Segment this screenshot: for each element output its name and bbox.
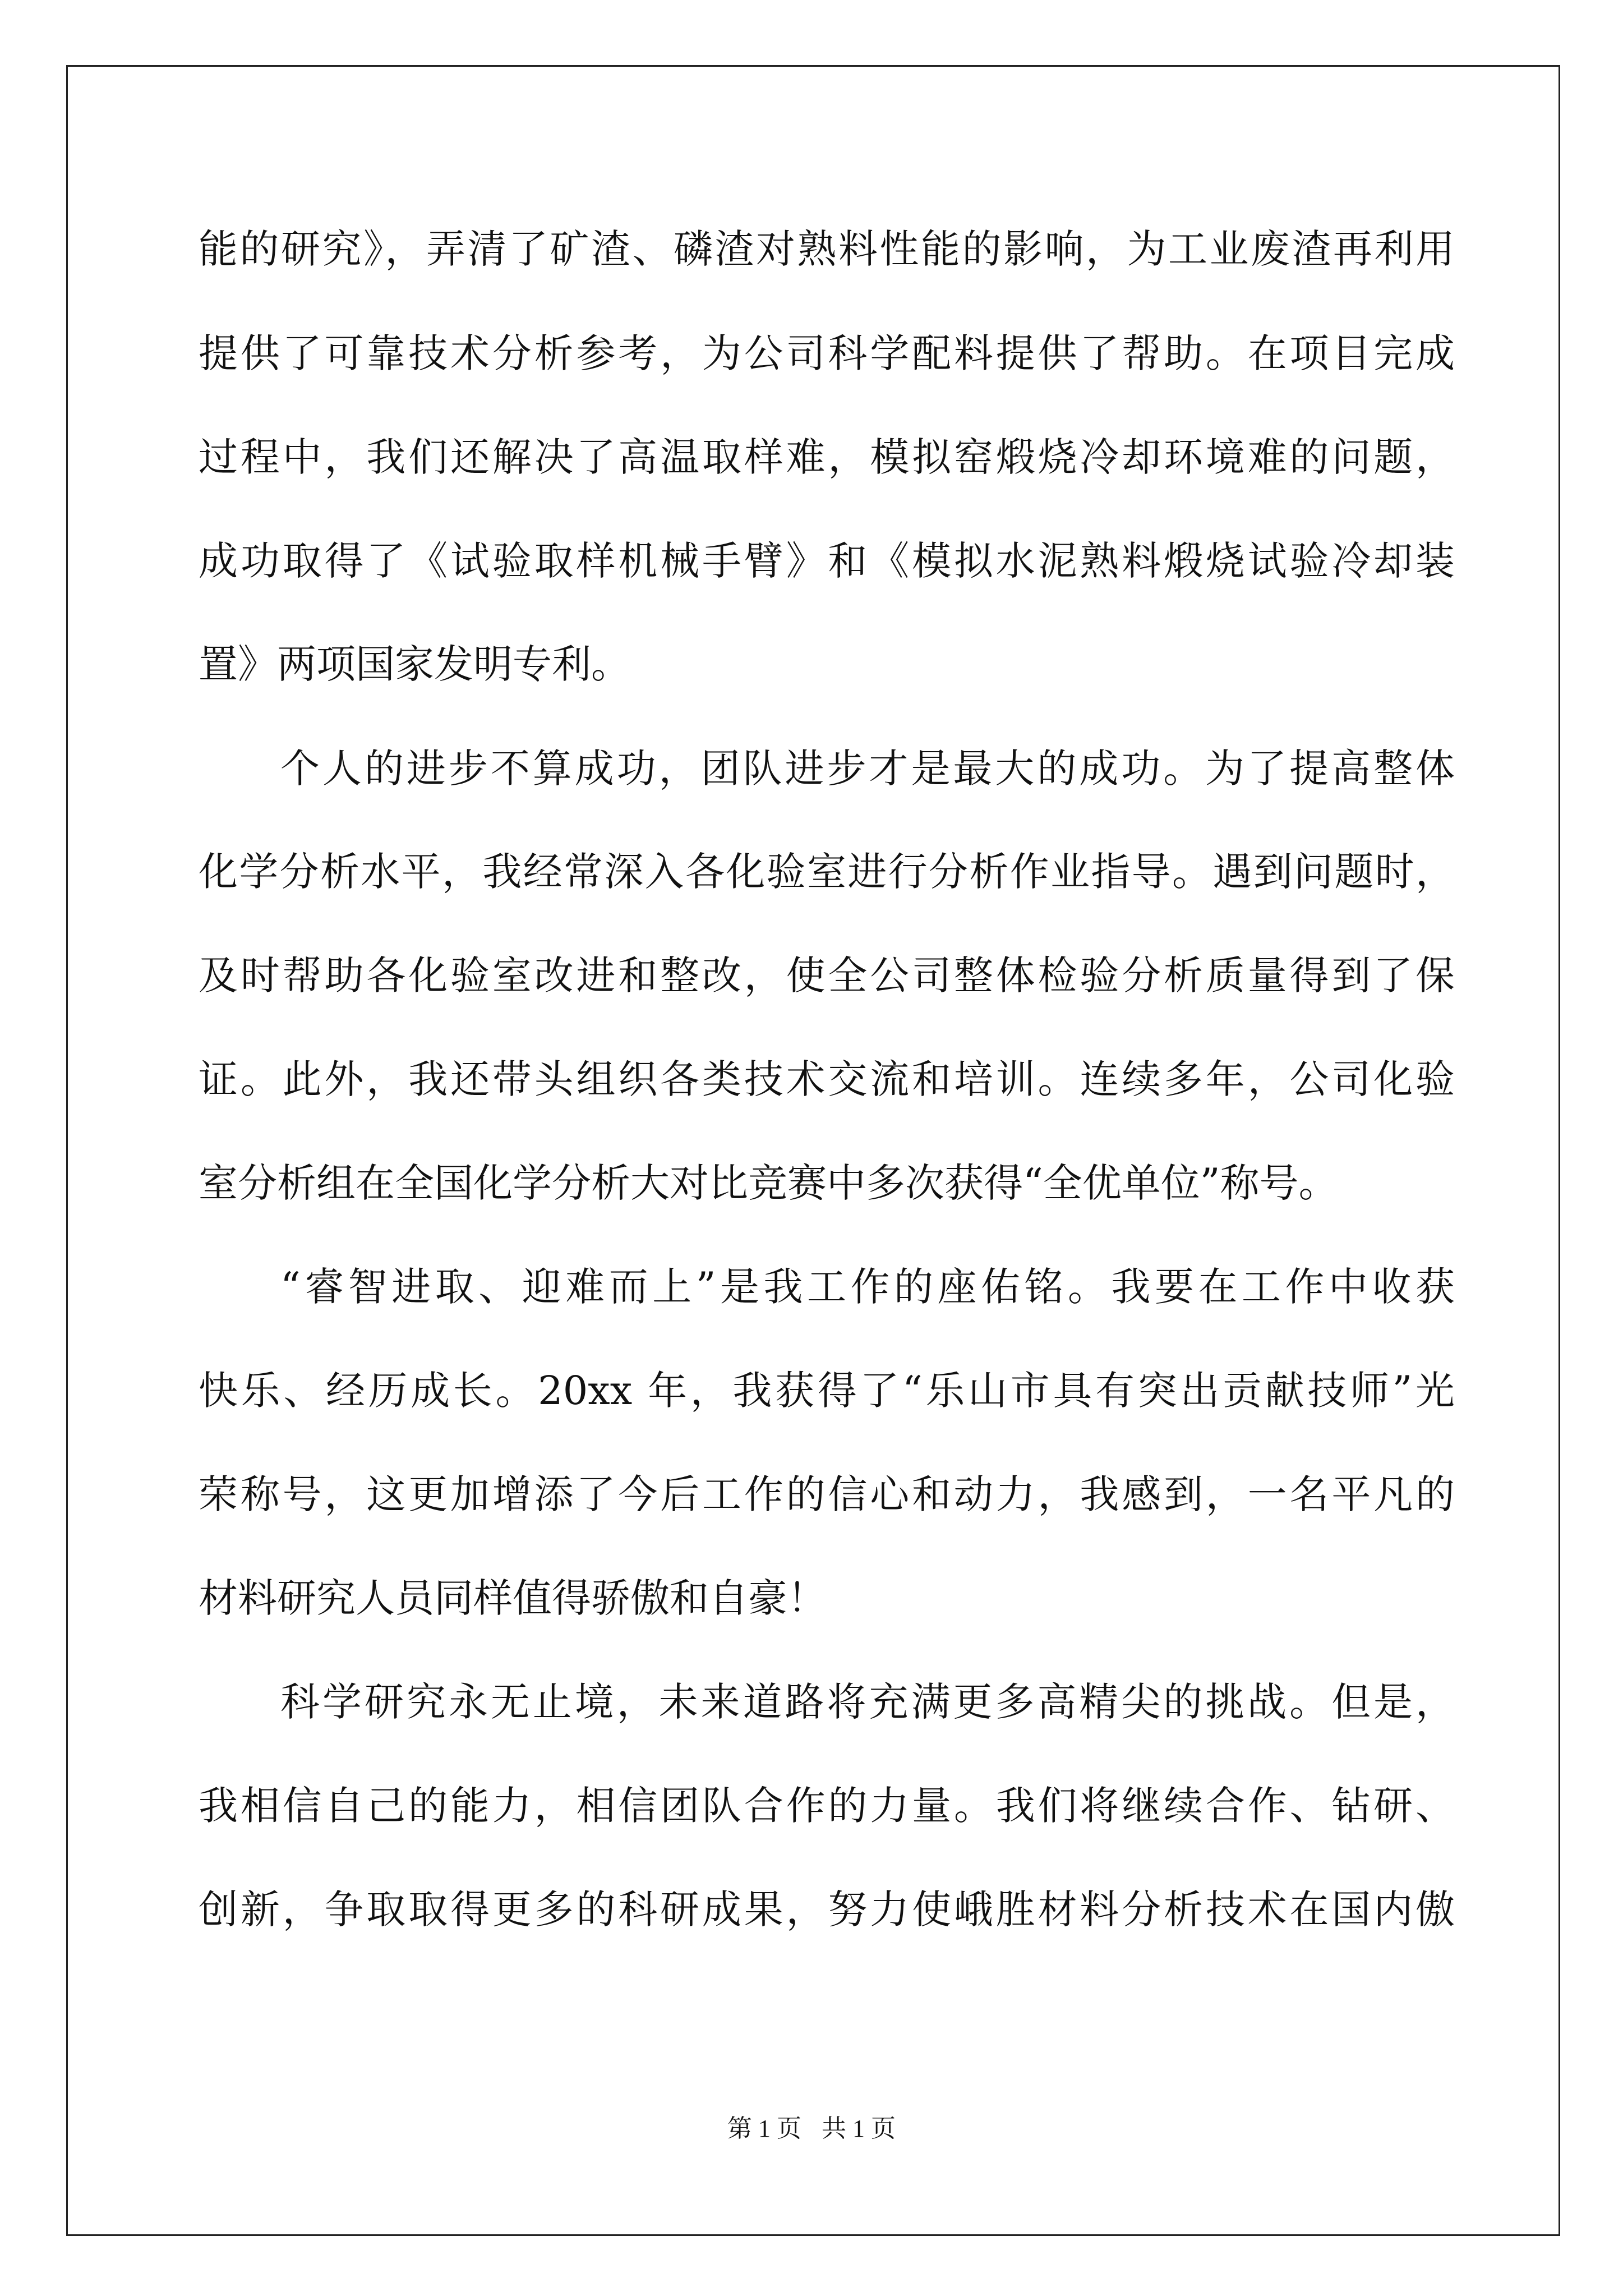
body-line: 成功取得了《试验取样机械手臂》和《模拟水泥熟料煅烧试验冷却装 (199, 538, 1455, 584)
body-line: 能的研究》，弄清了矿渣、磷渣对熟料性能的影响，为工业废渣再利用 (199, 226, 1455, 272)
body-line: 提供了可靠技术分析参考，为公司科学配料提供了帮助。在项目完成 (199, 330, 1455, 376)
body-line: 化学分析水平，我经常深入各化验室进行分析作业指导。遇到问题时， (199, 849, 1455, 895)
paragraph-first-line: “睿智进取、迎难而上”是我工作的座佑铭。我要在工作中收获 (280, 1264, 1455, 1310)
paragraph-first-line: 个人的进步不算成功，团队进步才是最大的成功。为了提高整体 (280, 746, 1455, 792)
body-line: 过程中，我们还解决了高温取样难，模拟窑煅烧冷却环境难的问题， (199, 434, 1455, 480)
page-number: 第 1 页 (727, 2115, 801, 2142)
body-line: 创新，争取取得更多的科研成果，努力使峨胜材料分析技术在国内傲 (199, 1887, 1455, 1932)
body-line: 室分析组在全国化学分析大对比竞赛中多次获得“全优单位”称号。 (199, 1160, 1338, 1206)
page-footer (0, 2112, 1623, 2146)
body-line: 证。此外，我还带头组织各类技术交流和培训。连续多年，公司化验 (199, 1056, 1455, 1102)
body-line: 荣称号，这更加增添了今后工作的信心和动力，我感到，一名平凡的 (199, 1471, 1455, 1517)
body-line: 及时帮助各化验室改进和整改，使全公司整体检验分析质量得到了保 (199, 953, 1455, 999)
paragraph-first-line: 科学研究永无止境，未来道路将充满更多高精尖的挑战。但是， (280, 1679, 1455, 1725)
page-total: 共 1 页 (822, 2115, 896, 2142)
body-line: 快乐、经历成长。20xx 年，我获得了“乐山市具有突出贡献技师”光 (199, 1368, 1455, 1414)
body-line: 我相信自己的能力，相信团队合作的力量。我们将继续合作、钻研、 (199, 1783, 1455, 1829)
body-line: 置》两项国家发明专利。 (199, 641, 630, 687)
body-line: 材料研究人员同样值得骄傲和自豪！ (199, 1575, 827, 1621)
